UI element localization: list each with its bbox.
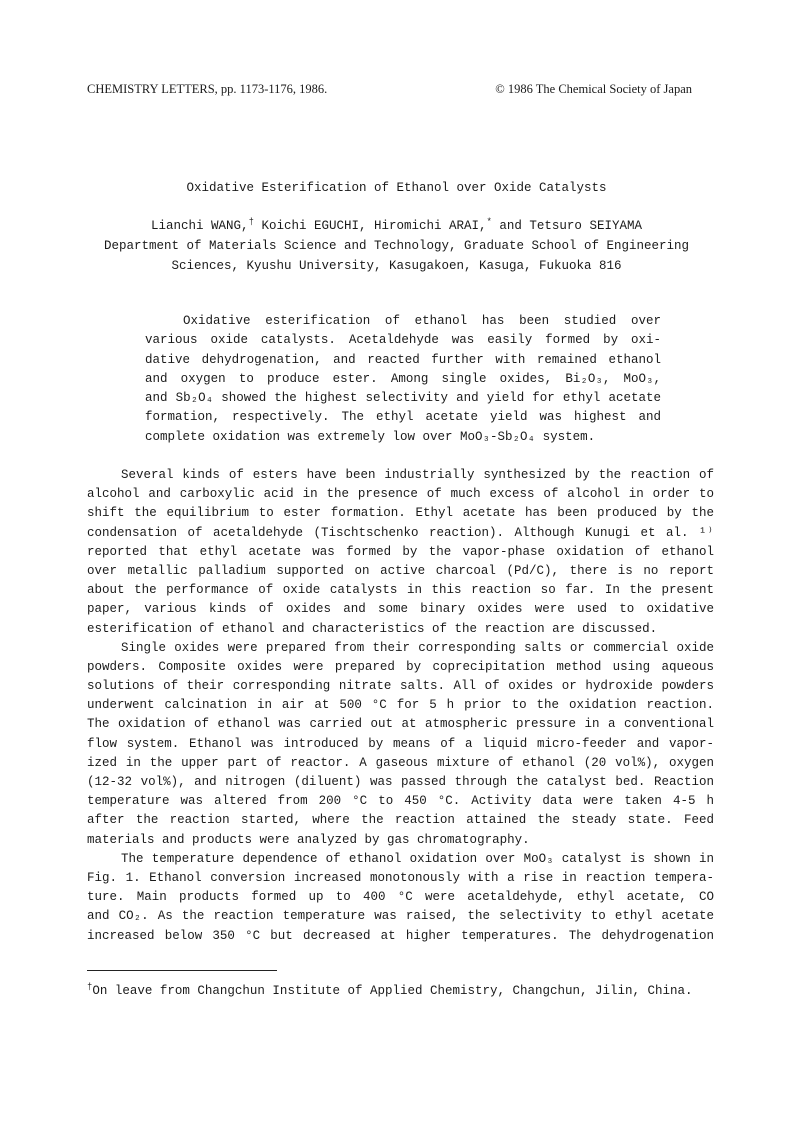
body-line: and CO₂. As the reaction temperature was raised, the selectivity to ethyl acetate <box>87 909 714 924</box>
body-line: (12-32 vol%), and nitrogen (diluent) was passed through the catalyst bed. Reaction <box>87 775 714 789</box>
journal-citation: CHEMISTRY LETTERS, pp. 1173-1176, 1986. <box>87 82 328 96</box>
footnote-text: On leave from Changchun Institute of Applied Chemistry, Changchun, Jilin, China. <box>92 984 693 998</box>
body-line: underwent calcination in air at 500 °C for 5 h prior to the oxidation reaction. <box>87 698 714 713</box>
body-line: after the reaction started, where the reaction attained the steady state. Feed <box>87 813 714 828</box>
affiliation-line-1: Department of Materials Science and Technology, Graduate School of Engineering <box>103 239 690 253</box>
abstract-line: dative dehydrogenation, and reacted further with remained ethanol <box>145 352 661 367</box>
abstract-line: Oxidative esterification of ethanol has been studied over <box>183 314 661 328</box>
body-line: Several kinds of esters have been industrially synthesized by the reaction of <box>121 468 714 482</box>
author-others: Koichi EGUCHI, Hiromichi ARAI, <box>253 219 487 233</box>
author-seiyama: and Tetsuro SEIYAMA <box>491 219 642 233</box>
copyright-notice: © 1986 The Chemical Society of Japan <box>495 82 692 96</box>
dagger-mark: † <box>248 217 254 227</box>
body-line: increased below 350 °C but decreased at higher temperatures. The dehydrogenation <box>87 928 714 943</box>
body-line: esterification of ethanol and characteristics of the reaction are discussed. <box>87 621 658 636</box>
body-line: about the performance of oxide catalysts in this reaction so far. In the present <box>87 583 714 598</box>
body-line: powders. Composite oxides were prepared by coprecipitation method using aqueous <box>87 659 714 674</box>
body-line: paper, various kinds of oxides and some binary oxides were used to oxidative <box>87 602 714 617</box>
body-line: The temperature dependence of ethanol oxidation over MoO₃ catalyst is shown in <box>121 851 714 866</box>
body-line: condensation of acetaldehyde (Tischtschenko reaction). Although Kunugi et al. ¹⁾ <box>87 525 714 540</box>
body-line: alcohol and carboxylic acid in the presence of much excess of alcohol in order to <box>87 487 714 502</box>
abstract <box>145 312 661 447</box>
body-line: ized in the upper part of reactor. A gaseous mixture of ethanol (20 vol%), oxygen <box>87 755 714 770</box>
body-line: Fig. 1. Ethanol conversion increased monotonously with a rise in reaction tempera- <box>87 870 714 885</box>
footnote <box>87 984 693 998</box>
body-line: materials and products were analyzed by gas chromatography. <box>87 832 530 847</box>
affiliation-line-2: Sciences, Kyushu University, Kasugakoen, Kasuga, Fukuoka 816 <box>171 259 622 273</box>
body-line: ture. Main products formed up to 400 °C were acetaldehyde, ethyl acetate, CO <box>87 890 714 905</box>
body-line: reported that ethyl acetate was formed by the vapor-phase oxidation of ethanol <box>87 544 714 559</box>
abstract-line: and Sb₂O₄ showed the highest selectivity and yield for ethyl acetate <box>145 391 661 406</box>
body-text <box>87 466 714 946</box>
article-title: Oxidative Esterification of Ethanol over Oxide Catalysts <box>186 181 607 195</box>
author-list <box>0 219 793 233</box>
footnote-dagger-mark: † <box>87 982 93 992</box>
abstract-line: formation, respectively. The ethyl acetate yield was highest and <box>145 410 661 425</box>
author-wang: Lianchi WANG, <box>151 219 249 233</box>
body-line: The oxidation of ethanol was carried out at atmospheric pressure in a conventional <box>87 717 714 732</box>
abstract-line: complete oxidation was extremely low over MoO₃-Sb₂O₄ system. <box>145 429 596 444</box>
abstract-line: and oxygen to produce ester. Among single oxides, Bi₂O₃, MoO₃, <box>145 371 661 386</box>
body-line: over metallic palladium supported on active charcoal (Pd/C), there is no report <box>87 563 714 578</box>
body-line: temperature was altered from 200 °C to 450 °C. Activity data were taken 4-5 h <box>87 794 714 809</box>
body-line: flow system. Ethanol was introduced by means of a liquid micro-feeder and vapor- <box>87 736 714 751</box>
asterisk-mark: * <box>486 217 492 227</box>
body-line: solutions of their corresponding nitrate salts. All of oxides or hydroxide powders <box>87 679 714 694</box>
body-line: shift the equilibrium to ester formation. Ethyl acetate has been produced by the <box>87 506 714 521</box>
body-line: Single oxides were prepared from their corresponding salts or commercial oxide <box>121 640 714 655</box>
footnote-rule <box>87 970 277 971</box>
abstract-line: various oxide catalysts. Acetaldehyde was easily formed by oxi- <box>145 333 661 348</box>
